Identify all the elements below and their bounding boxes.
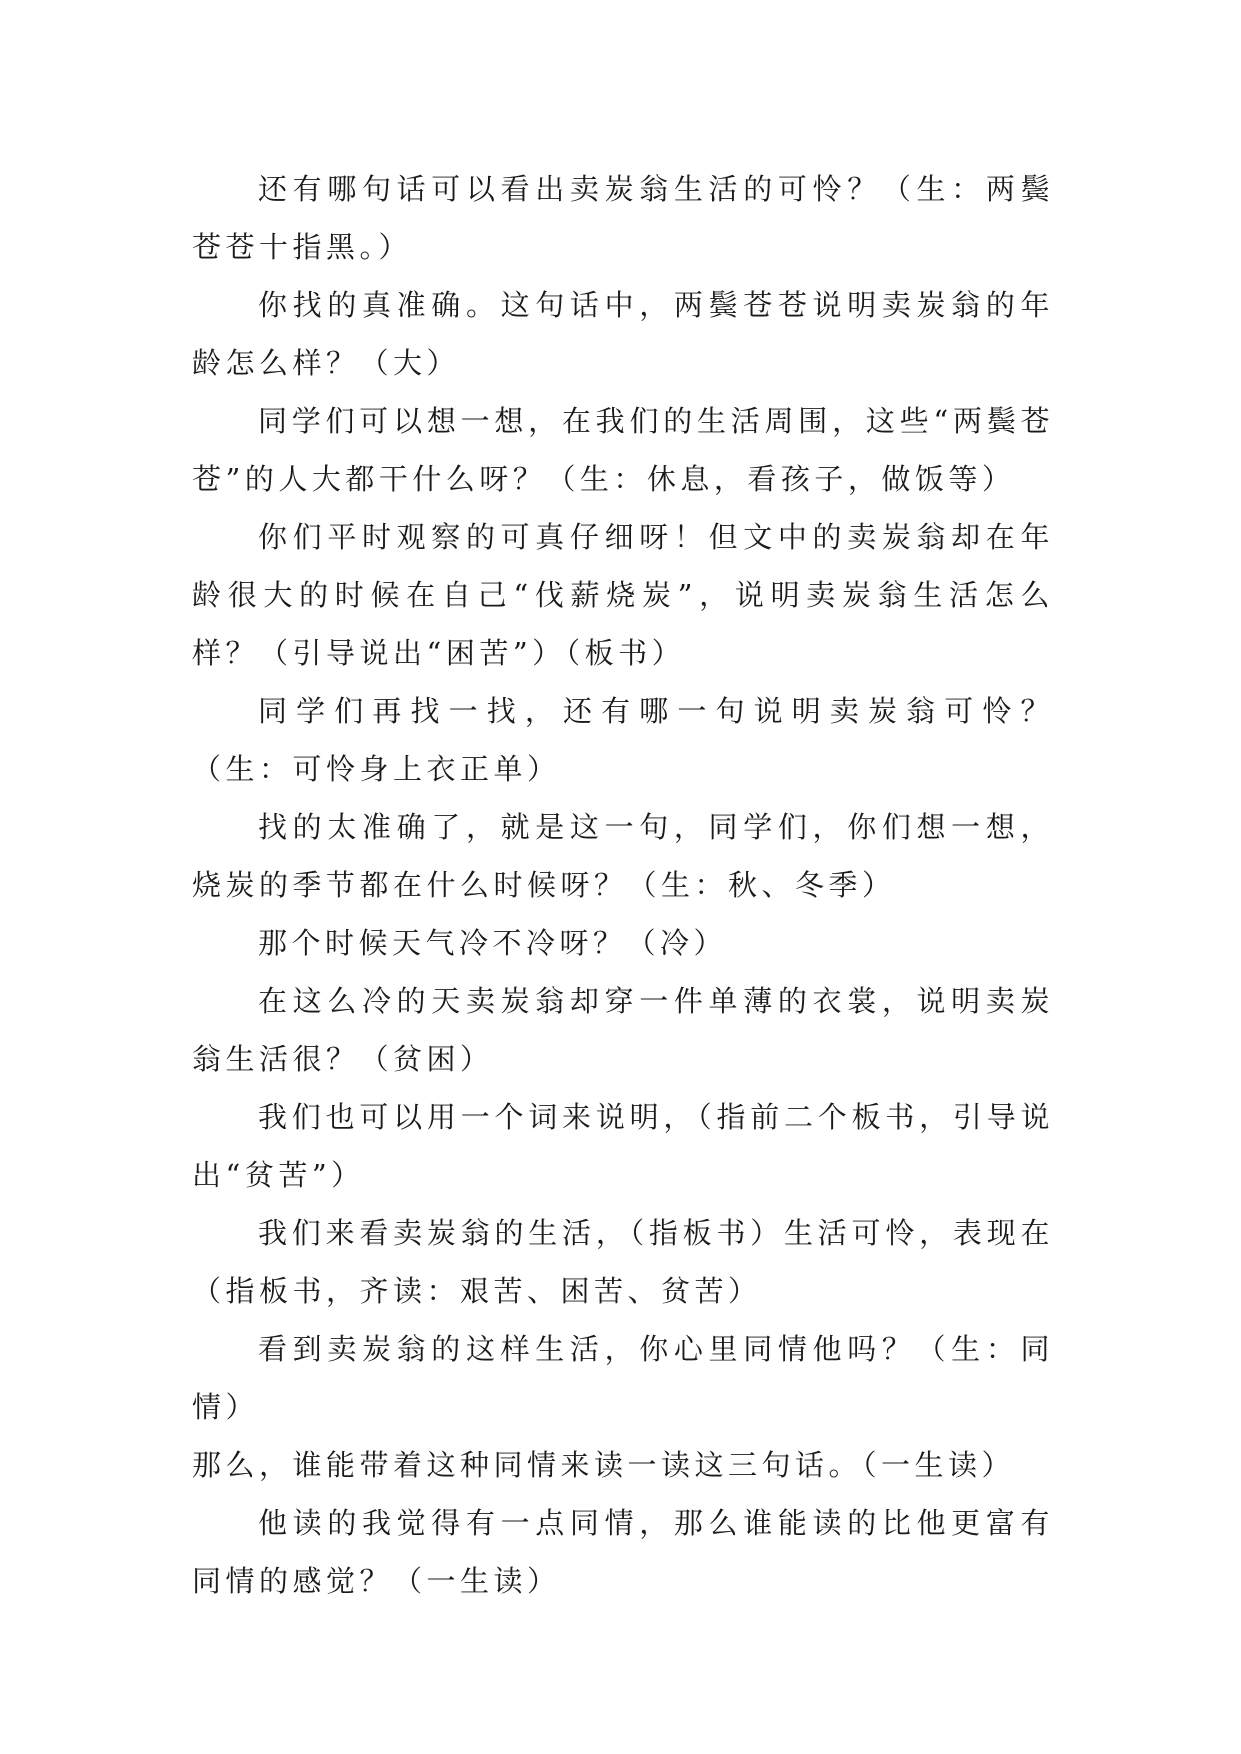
paragraph: 看到卖炭翁的这样生活，你心里同情他吗？（生：同情）	[192, 1332, 1054, 1424]
document-body	[192, 160, 1054, 1610]
paragraph: 我们也可以用一个词来说明，（指前二个板书，引导说出“贫苦”）	[192, 1100, 1054, 1192]
paragraph: 同学们可以想一想，在我们的生活周围，这些“两鬓苍苍”的人大都干什么呀？（生：休息，看孩子，做饭等）	[192, 404, 1054, 496]
paragraph: 他读的我觉得有一点同情，那么谁能读的比他更富有同情的感觉？（一生读）	[192, 1506, 1054, 1598]
paragraph: 同学们再找一找，还有哪一句说明卖炭翁可怜？（生：可怜身上衣正单）	[192, 694, 1054, 786]
paragraph: 我们来看卖炭翁的生活，（指板书）生活可怜，表现在（指板书，齐读：艰苦、困苦、贫苦）	[192, 1216, 1054, 1308]
paragraph: 在这么冷的天卖炭翁却穿一件单薄的衣裳，说明卖炭翁生活很？（贫困）	[192, 984, 1054, 1076]
paragraph: 你们平时观察的可真仔细呀！但文中的卖炭翁却在年龄很大的时候在自己“伐薪烧炭”，说明卖炭翁生活怎么样？（引导说出“困苦”）（板书）	[192, 520, 1054, 670]
paragraph: 找的太准确了，就是这一句，同学们，你们想一想，烧炭的季节都在什么时候呀？（生：秋、冬季）	[192, 810, 1054, 902]
paragraph: 那么，谁能带着这种同情来读一读这三句话。（一生读）	[192, 1448, 1016, 1482]
paragraph: 还有哪句话可以看出卖炭翁生活的可怜？（生：两鬓苍苍十指黑。）	[192, 172, 1054, 264]
paragraph: 你找的真准确。这句话中，两鬓苍苍说明卖炭翁的年龄怎么样？（大）	[192, 288, 1054, 380]
paragraph: 那个时候天气冷不冷呀？（冷）	[258, 926, 728, 960]
